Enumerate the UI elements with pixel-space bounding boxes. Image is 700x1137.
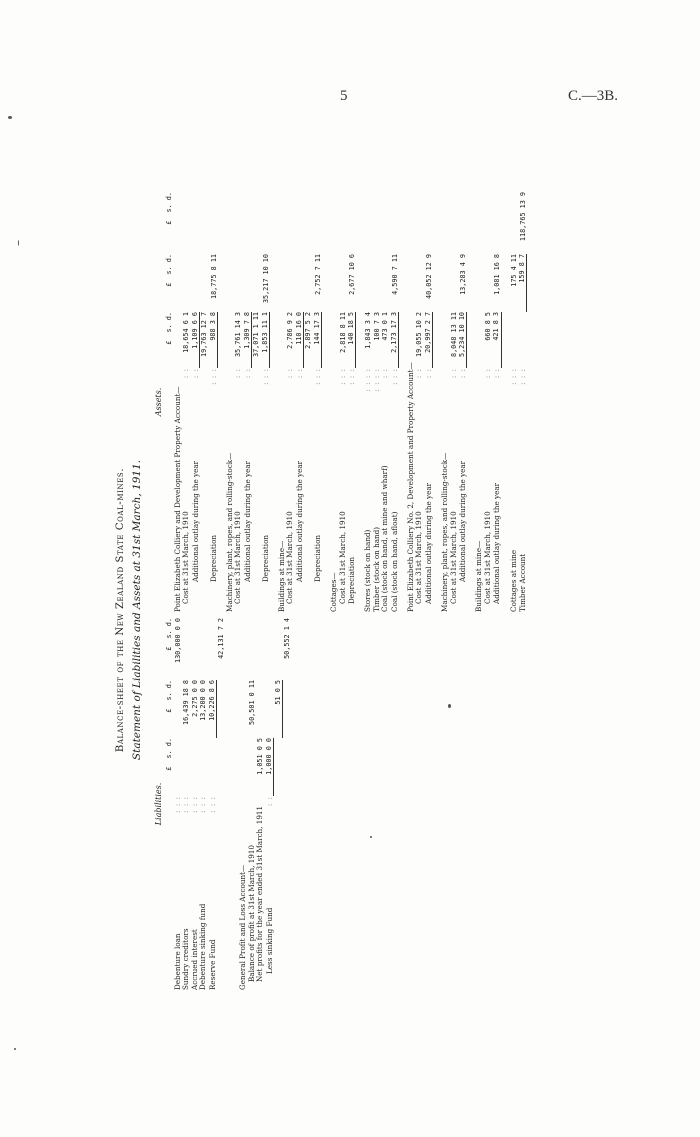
liabilities-heading: Liabilities. <box>154 782 163 826</box>
table-row: Coal (stock on hand, at mine and wharf) : : 473 0 1 <box>380 312 390 612</box>
table-row: Machinery, plant, ropes, and rolling-stock— <box>440 452 450 612</box>
document-subtitle: Statement of Liabilities and Assets at 31st March, 1911. <box>131 459 143 761</box>
table-row: Cottages at mine : : : 175 4 11 <box>508 254 518 612</box>
assets-column <box>155 192 527 612</box>
table-row: Depreciation : : : 1,853 11 1 35,217 10 10 <box>260 254 270 582</box>
table-row: Additional outlay during the year : : 110 16 0 <box>294 312 304 582</box>
assets-heading: Assets. <box>154 387 163 417</box>
table-row: Depreciation : : : 988 3 8 18,775 8 11 <box>208 254 218 582</box>
page-number: 5 <box>340 88 348 104</box>
table-row: 2,897 5 2 <box>304 312 313 349</box>
table-row: Buildings at mine— <box>277 540 287 612</box>
table-row: Less sinking Fund : : 1,000 0 0 <box>264 738 274 974</box>
document-title: Balance-sheet of the New Zealand State Coal-mines. <box>115 467 126 753</box>
table-row: Cost at 31st March, 1910 : : 8,048 13 11 <box>448 312 458 604</box>
table-row: General Profit and Loss Account— <box>238 864 248 990</box>
money-head-1: £ s. d. <box>165 312 173 345</box>
money-head-2: £ s. d. <box>165 738 173 771</box>
table-row: Cost at 31st March, 1910 : : 19,055 10 2 <box>414 312 424 604</box>
table-row: Cottages— <box>329 572 339 612</box>
table-row: Additional outlay during the year : : 421 8 3 1,081 16 8 <box>492 254 502 604</box>
table-row: Cost at 31st March, 1910 : : 35,761 14 3 <box>233 312 243 604</box>
table-row: Machinery, plant, ropes, and rolling-stock— <box>225 452 235 612</box>
table-row: Point Elizabeth Colliery and Development Property Account— <box>173 386 182 612</box>
money-head-3: £ s. d. <box>165 192 173 225</box>
table-row: Additional outlay during the year : : 1,109 6 6 <box>190 312 200 582</box>
table-row: Reserve Fund : : : 10,226 8 6 <box>207 680 217 990</box>
table-row: Timber (stock on hand) : : : : 100 7 3 <box>371 312 381 612</box>
table-row: Net profits for the year ended 31st March, 1911 1,051 0 5 <box>255 738 265 982</box>
table-row: Cost at 31st March, 1910 : : 2,786 9 2 <box>285 312 295 604</box>
scan-speck <box>18 240 19 246</box>
scan-speck <box>14 1048 16 1050</box>
sheet-reference: C.—3B. <box>568 88 619 104</box>
table-row: Coal (stock on hand, afloat) : : : 2,173 17 3 4,590 7 11 <box>389 254 399 612</box>
money-head-2: £ s. d. <box>165 254 173 287</box>
table-row: Debenture loan : : : 130,000 0 0 <box>173 618 182 990</box>
table-row: Additional outlay during the year : : 5,234 10 10 13,283 4 9 <box>457 254 467 582</box>
table-row: Timber Account : : : 159 8 7 118,765 13 9 <box>518 192 527 612</box>
table-row: Buildings at mine— <box>474 540 484 612</box>
scan-speck <box>8 116 12 119</box>
table-row: 19,763 12 7 <box>200 312 209 358</box>
table-row: Accrued interest : : : 2,275 0 0 <box>189 680 199 990</box>
scan-speck <box>448 704 451 708</box>
table-row: Depreciation : : : 144 17 3 2,752 7 11 <box>312 254 322 582</box>
table-row: Point Elizabeth Colliery No. 2, Development and Property Account— <box>405 362 415 612</box>
liabilities-column <box>155 618 292 990</box>
table-row: Stores (stock on hand) : : : : 1,843 3 4 <box>363 312 373 612</box>
table-row: Cost at 31st March, 1910 : : : 2,818 8 11 <box>337 312 347 604</box>
table-row: 42,131 7 2 <box>217 618 226 659</box>
money-head-3: £ s. d. <box>165 680 173 713</box>
scan-speck <box>370 836 372 838</box>
table-row: Cost at 31st March, 1910 : : 660 8 5 <box>482 312 492 604</box>
table-row: Additional outlay during the year : : 1,309 7 8 <box>242 312 252 582</box>
money-head-4: £ s. d. <box>165 618 173 651</box>
table-row: 50,552 1 4 <box>283 618 292 659</box>
table-row: Balance of profit at 31st March, 1910 50,501 0 11 <box>246 680 256 982</box>
table-row: Sundry creditors : : : 16,439 18 8 <box>181 680 191 990</box>
table-row: 37,071 1 11 <box>252 312 261 358</box>
table-row: 51 0 5 <box>274 618 283 990</box>
table-row: Debenture sinking fund : : : 13,200 0 0 <box>198 680 208 990</box>
table-row: Cost at 31st March, 1910 : : 18,654 6 1 <box>181 312 191 604</box>
rotated-balance-sheet <box>115 190 640 1030</box>
table-row: Depreciation : : : 140 18 5 2,677 10 6 <box>346 254 356 604</box>
table-row: Additional outlay during the year : : 20,997 2 7 40,052 12 9 <box>423 254 433 604</box>
